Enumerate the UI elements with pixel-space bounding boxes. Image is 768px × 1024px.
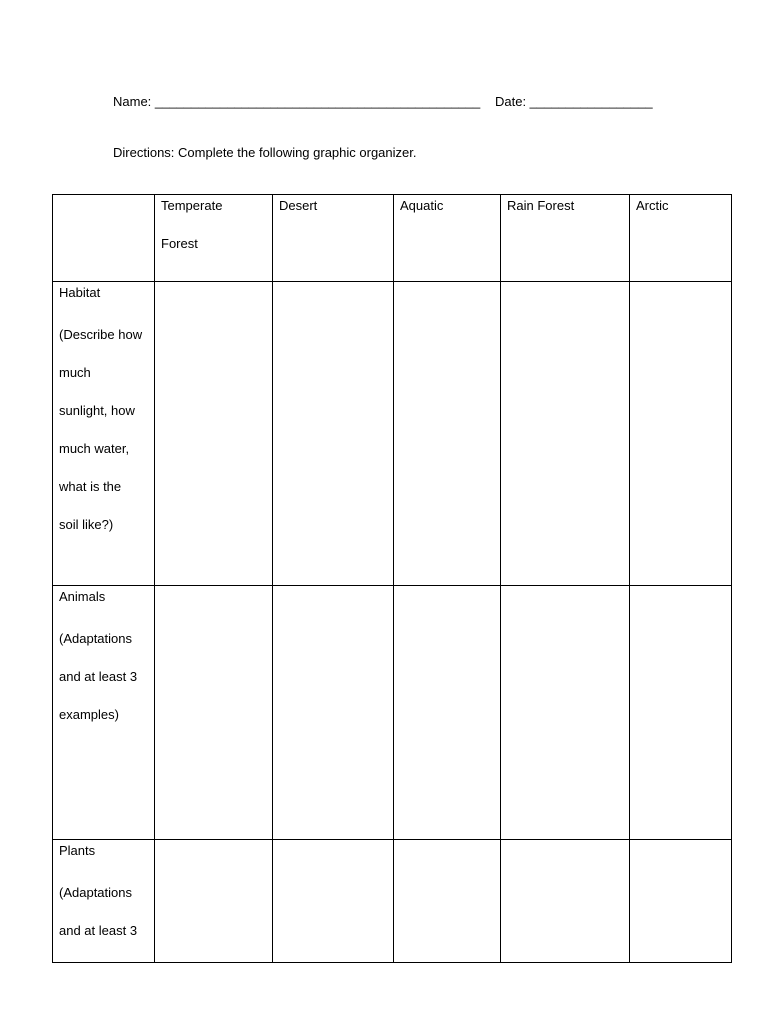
- column-header-label: Aquatic: [400, 198, 444, 213]
- table-row-plants: [53, 840, 732, 963]
- answer-cell-plants-rain-forest[interactable]: [501, 840, 630, 963]
- row-description-line: (Adaptations: [59, 631, 132, 646]
- answer-cell-animals-aquatic[interactable]: [394, 586, 501, 840]
- answer-cell-habitat-aquatic[interactable]: [394, 282, 501, 586]
- answer-cell-animals-arctic[interactable]: [630, 586, 732, 840]
- column-header-temperate-forest: [155, 195, 273, 282]
- answer-cell-animals-desert[interactable]: [273, 586, 394, 840]
- column-header-label: Rain Forest: [507, 198, 575, 213]
- column-header-label-line1: Temperate: [161, 198, 223, 213]
- column-header-desert: [273, 195, 394, 282]
- row-title: Plants: [59, 843, 96, 858]
- row-description: [59, 620, 148, 734]
- row-description-line: (Describe how: [59, 327, 143, 342]
- row-description: [59, 874, 148, 950]
- row-description-line: (Adaptations: [59, 885, 132, 900]
- column-header-rain-forest: [501, 195, 630, 282]
- answer-cell-animals-rain-forest[interactable]: [501, 586, 630, 840]
- answer-cell-plants-temperate-forest[interactable]: [155, 840, 273, 963]
- table-row-animals: [53, 586, 732, 840]
- row-label-animals: [53, 586, 155, 840]
- row-description-line: and at least 3: [59, 669, 138, 684]
- table-header-row: [53, 195, 732, 282]
- answer-cell-plants-aquatic[interactable]: [394, 840, 501, 963]
- row-description-line: what is the: [59, 479, 122, 494]
- answer-cell-plants-arctic[interactable]: [630, 840, 732, 963]
- row-label-habitat: [53, 282, 155, 586]
- column-header-aquatic: [394, 195, 501, 282]
- column-header-label: Desert: [279, 198, 318, 213]
- corner-cell: [53, 195, 155, 282]
- name-field-line[interactable]: Name: _____________________________________________: [113, 94, 481, 109]
- column-header-label-line2: Forest: [161, 236, 198, 251]
- table-row-habitat: [53, 282, 732, 586]
- row-title: Habitat: [59, 285, 101, 300]
- row-label-plants: [53, 840, 155, 963]
- answer-cell-plants-desert[interactable]: [273, 840, 394, 963]
- date-field-line[interactable]: Date: _________________: [495, 94, 653, 109]
- answer-cell-habitat-rain-forest[interactable]: [501, 282, 630, 586]
- row-description-line: much water,: [59, 441, 130, 456]
- row-description-line: much: [59, 365, 91, 380]
- answer-cell-habitat-temperate-forest[interactable]: [155, 282, 273, 586]
- graphic-organizer-table: [52, 194, 732, 963]
- row-description-line: and at least 3: [59, 923, 138, 938]
- row-description-line: sunlight, how: [59, 403, 135, 418]
- answer-cell-animals-temperate-forest[interactable]: [155, 586, 273, 840]
- answer-cell-habitat-arctic[interactable]: [630, 282, 732, 586]
- directions-text: Directions: Complete the following graphic organizer.: [113, 145, 417, 160]
- column-header-label: Arctic: [636, 198, 669, 213]
- column-header-arctic: [630, 195, 732, 282]
- row-description: [59, 316, 148, 544]
- row-description-line: soil like?): [59, 517, 114, 532]
- row-description-line: examples): [59, 707, 119, 722]
- row-title: Animals: [59, 589, 106, 604]
- answer-cell-habitat-desert[interactable]: [273, 282, 394, 586]
